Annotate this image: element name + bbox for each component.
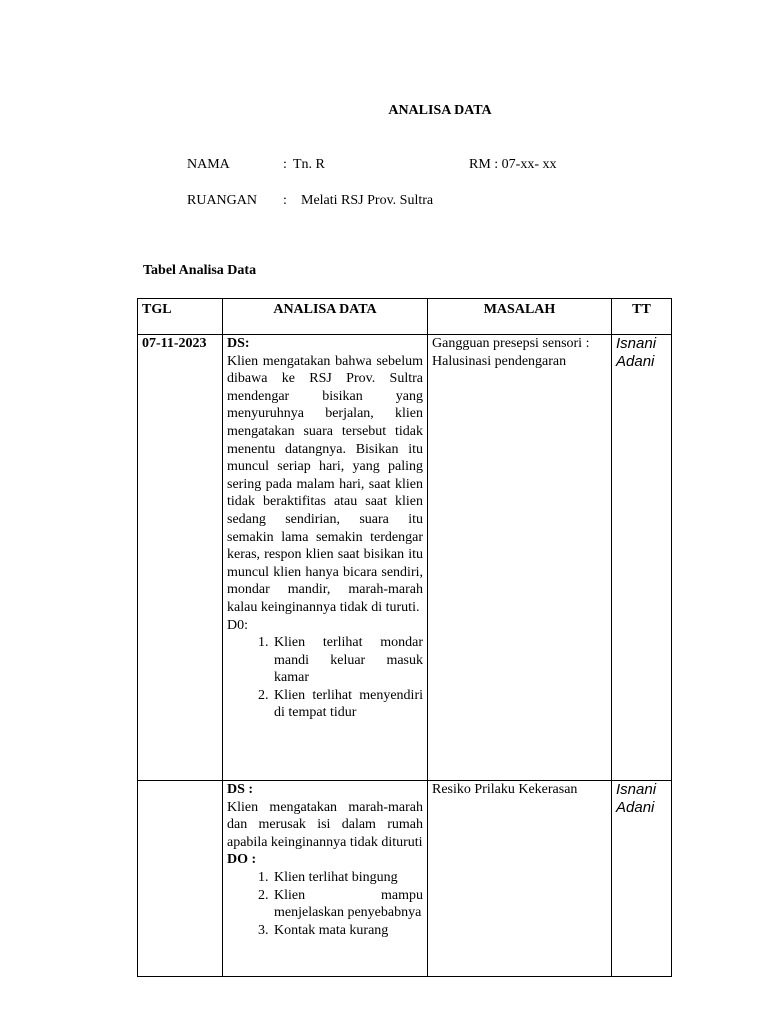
header-tt: TT xyxy=(612,299,672,335)
nama-label: NAMA xyxy=(187,157,230,172)
table-row xyxy=(138,781,672,977)
row-masalah: Gangguan presepsi sensori : Halusinasi pendengaran xyxy=(428,335,612,781)
do-list xyxy=(227,634,423,722)
do-item: 1. Klien terlihat mondar mandi keluar masuk kamar xyxy=(272,634,423,687)
ruangan-separator: : xyxy=(283,193,287,208)
ds-label: DS: xyxy=(227,336,250,351)
row-date: 07-11-2023 xyxy=(138,335,223,781)
analisa-data-table xyxy=(137,298,672,977)
ds-text: Klien mengatakan bahwa sebelum dibawa ke RSJ Prov. Sultra mendengar bisikan yang menyuruhnya berjalan, klien mengatakan suara tersebut tidak menentu datangnya. Bisikan itu muncul seriap hari, yang paling sering pada malam hari, saat klien tidak beraktifitas atau saat klien sedang sendirian, suara itu semakin lama semakin terdengar keras, respon klien saat bisikan itu muncul klien hanya bicara sendiri, mondar mandir, marah-marah kalau keinginannya tidak di turuti. xyxy=(227,353,423,615)
row-masalah: Resiko Prilaku Kekerasan xyxy=(428,781,612,977)
header-masalah: MASALAH xyxy=(428,299,612,335)
ds-text: Klien mengatakan marah-marah dan merusak isi dalam rumah apabila keinginannya tidak dituruti xyxy=(227,799,423,850)
row-analisa xyxy=(223,781,428,977)
document-title: ANALISA DATA xyxy=(388,103,492,118)
do-item: 3. Kontak mata kurang xyxy=(272,922,423,940)
row-date xyxy=(138,781,223,977)
row-tt: Isnani Adani xyxy=(612,335,672,781)
do-label: D0: xyxy=(227,617,248,633)
row-analisa xyxy=(223,335,428,781)
do-item: 2. Klien terlihat menyendiri di tempat tidur xyxy=(272,687,423,722)
header-tgl: TGL xyxy=(138,299,223,335)
rm-number: RM : 07-xx- xx xyxy=(469,157,557,172)
nama-value: Tn. R xyxy=(293,157,325,172)
ruangan-value: Melati RSJ Prov. Sultra xyxy=(301,193,434,208)
do-list xyxy=(227,869,423,939)
header-analisa-data: ANALISA DATA xyxy=(223,299,428,335)
nama-separator: : xyxy=(283,157,287,172)
do-item: 1. Klien terlihat bingung xyxy=(272,869,423,887)
table-caption: Tabel Analisa Data xyxy=(143,263,257,278)
do-label: DO : xyxy=(227,852,257,868)
table-row xyxy=(138,335,672,781)
ds-label: DS : xyxy=(227,782,254,797)
row-tt: Isnani Adani xyxy=(612,781,672,977)
do-item: 2. Klien mampu menjelaskan penyebabnya xyxy=(272,887,423,922)
ruangan-label: RUANGAN xyxy=(187,193,257,208)
table-header-row xyxy=(138,299,672,335)
